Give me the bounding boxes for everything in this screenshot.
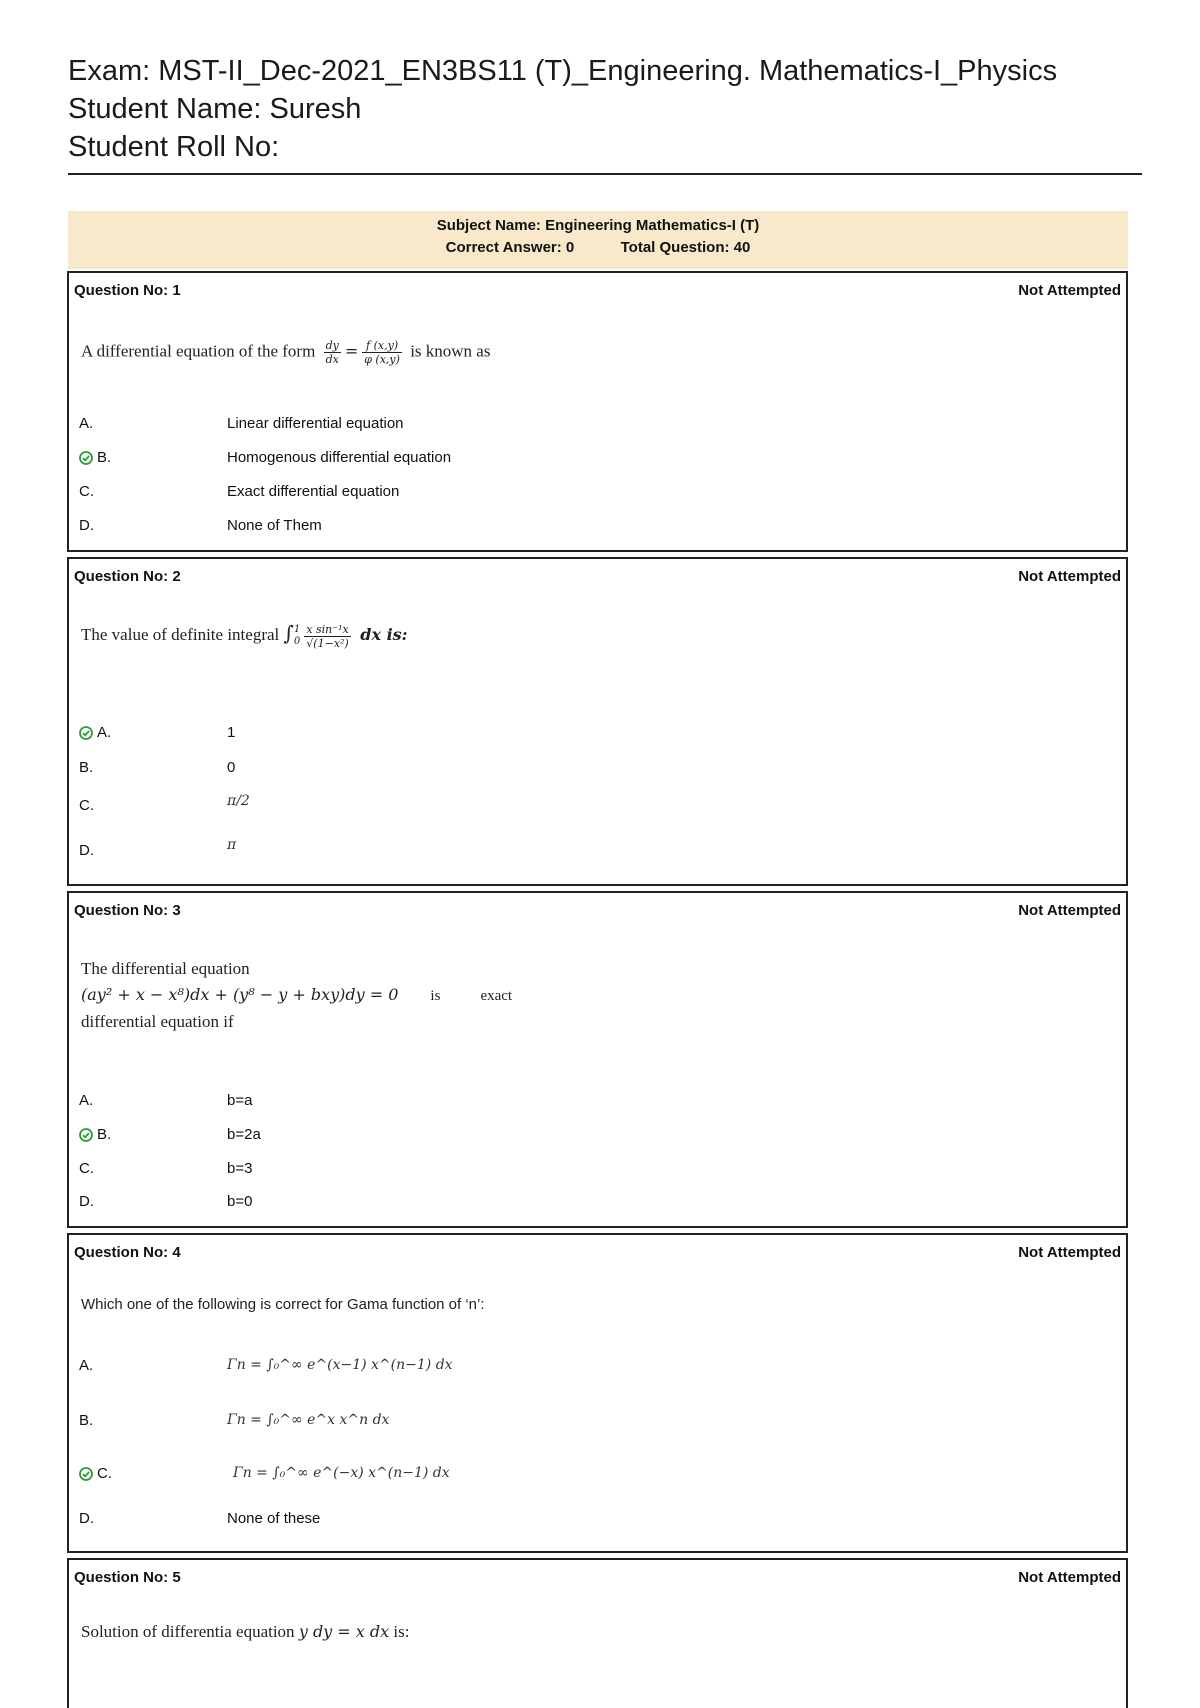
question-card (67, 1233, 1128, 1553)
question-card (67, 1558, 1128, 1708)
option-c[interactable]: C. π/2 (79, 793, 250, 814)
question-card (67, 891, 1128, 1228)
correct-check-icon (79, 1467, 93, 1481)
option-d[interactable]: D. b=0 (79, 1193, 253, 1210)
option-d[interactable]: D. π (79, 837, 237, 859)
question-number: Question No: 5 (74, 1569, 181, 1586)
question-status: Not Attempted (1018, 282, 1121, 299)
question-text: The value of definite integral ∫ 1 0 $\frac{\text{x sin⁻¹x}}{\text{√(1−x²)}}$ dx is: (81, 621, 408, 650)
question-number: Question No: 3 (74, 902, 181, 919)
exam-title: Exam: MST-II_Dec-2021_EN3BS11 (T)_Engineering. Mathematics-I_Physics (68, 55, 1058, 87)
question-text: Which one of the following is correct for Gama function of ‘n’: (81, 1296, 485, 1313)
total-question-count: Total Question: 40 (620, 239, 751, 256)
correct-answer-count: Correct Answer: 0 (445, 239, 575, 256)
option-b[interactable]: B. Homogenous differential equation (79, 449, 1079, 471)
option-a[interactable]: A. Γn = ∫₀^∞ e^(x−1) x^(n−1) dx (79, 1357, 453, 1374)
question-status: Not Attempted (1018, 902, 1121, 919)
fraction: $\frac{\text{x sin⁻¹x}}{\text{√(1−x²)}}$ (306, 622, 349, 650)
question-status: Not Attempted (1018, 1569, 1121, 1586)
subject-name: Subject Name: Engineering Mathematics-I (T) (436, 217, 760, 234)
correct-check-icon (79, 1128, 93, 1142)
question-text: Solution of differentia equation y dy = x dx is: (81, 1622, 410, 1641)
subject-summary (68, 211, 1128, 269)
option-c[interactable]: C. Exact differential equation (79, 483, 400, 500)
question-text: The differential equation (ay² + x − x⁸)dx + (y⁸ − y + bxy)dy = 0 is exact differential equation if (81, 959, 513, 1031)
question-number: Question No: 1 (74, 282, 181, 299)
question-number: Question No: 2 (74, 568, 181, 585)
option-b[interactable]: B. b=2a (79, 1126, 1079, 1148)
question-text: A differential equation of the form $\frac{dy}{dx}$ = $\frac{f (x,y)}{\varphi (x,y)}$ is known as (81, 339, 491, 366)
integral-sign: ∫ (283, 621, 294, 645)
exam-header (68, 52, 1140, 166)
option-d[interactable]: D. None of Them (79, 517, 322, 534)
student-name: Student Name: Suresh (68, 93, 362, 125)
option-a[interactable]: A. b=a (79, 1092, 253, 1109)
header-divider (68, 173, 1142, 175)
question-status: Not Attempted (1018, 568, 1121, 585)
option-c[interactable]: C. Γn = ∫₀^∞ e^(−x) x^(n−1) dx (79, 1465, 1079, 1487)
option-a[interactable]: A. 1 (79, 724, 1079, 746)
correct-check-icon (79, 726, 93, 740)
student-roll-no: Student Roll No: (68, 131, 280, 163)
correct-check-icon (79, 451, 93, 465)
option-a[interactable]: A. Linear differential equation (79, 415, 404, 432)
question-card (67, 557, 1128, 886)
option-b[interactable]: B. Γn = ∫₀^∞ e^x x^n dx (79, 1412, 390, 1429)
fraction: $\frac{f (x,y)}{\varphi (x,y)}$ (364, 339, 400, 366)
option-d[interactable]: D. None of these (79, 1510, 321, 1527)
option-b[interactable]: B. 0 (79, 759, 236, 776)
question-status: Not Attempted (1018, 1244, 1121, 1261)
question-card (67, 271, 1128, 552)
question-number: Question No: 4 (74, 1244, 181, 1261)
fraction: $\frac{dy}{dx}$ (325, 339, 339, 366)
option-c[interactable]: C. b=3 (79, 1160, 253, 1177)
